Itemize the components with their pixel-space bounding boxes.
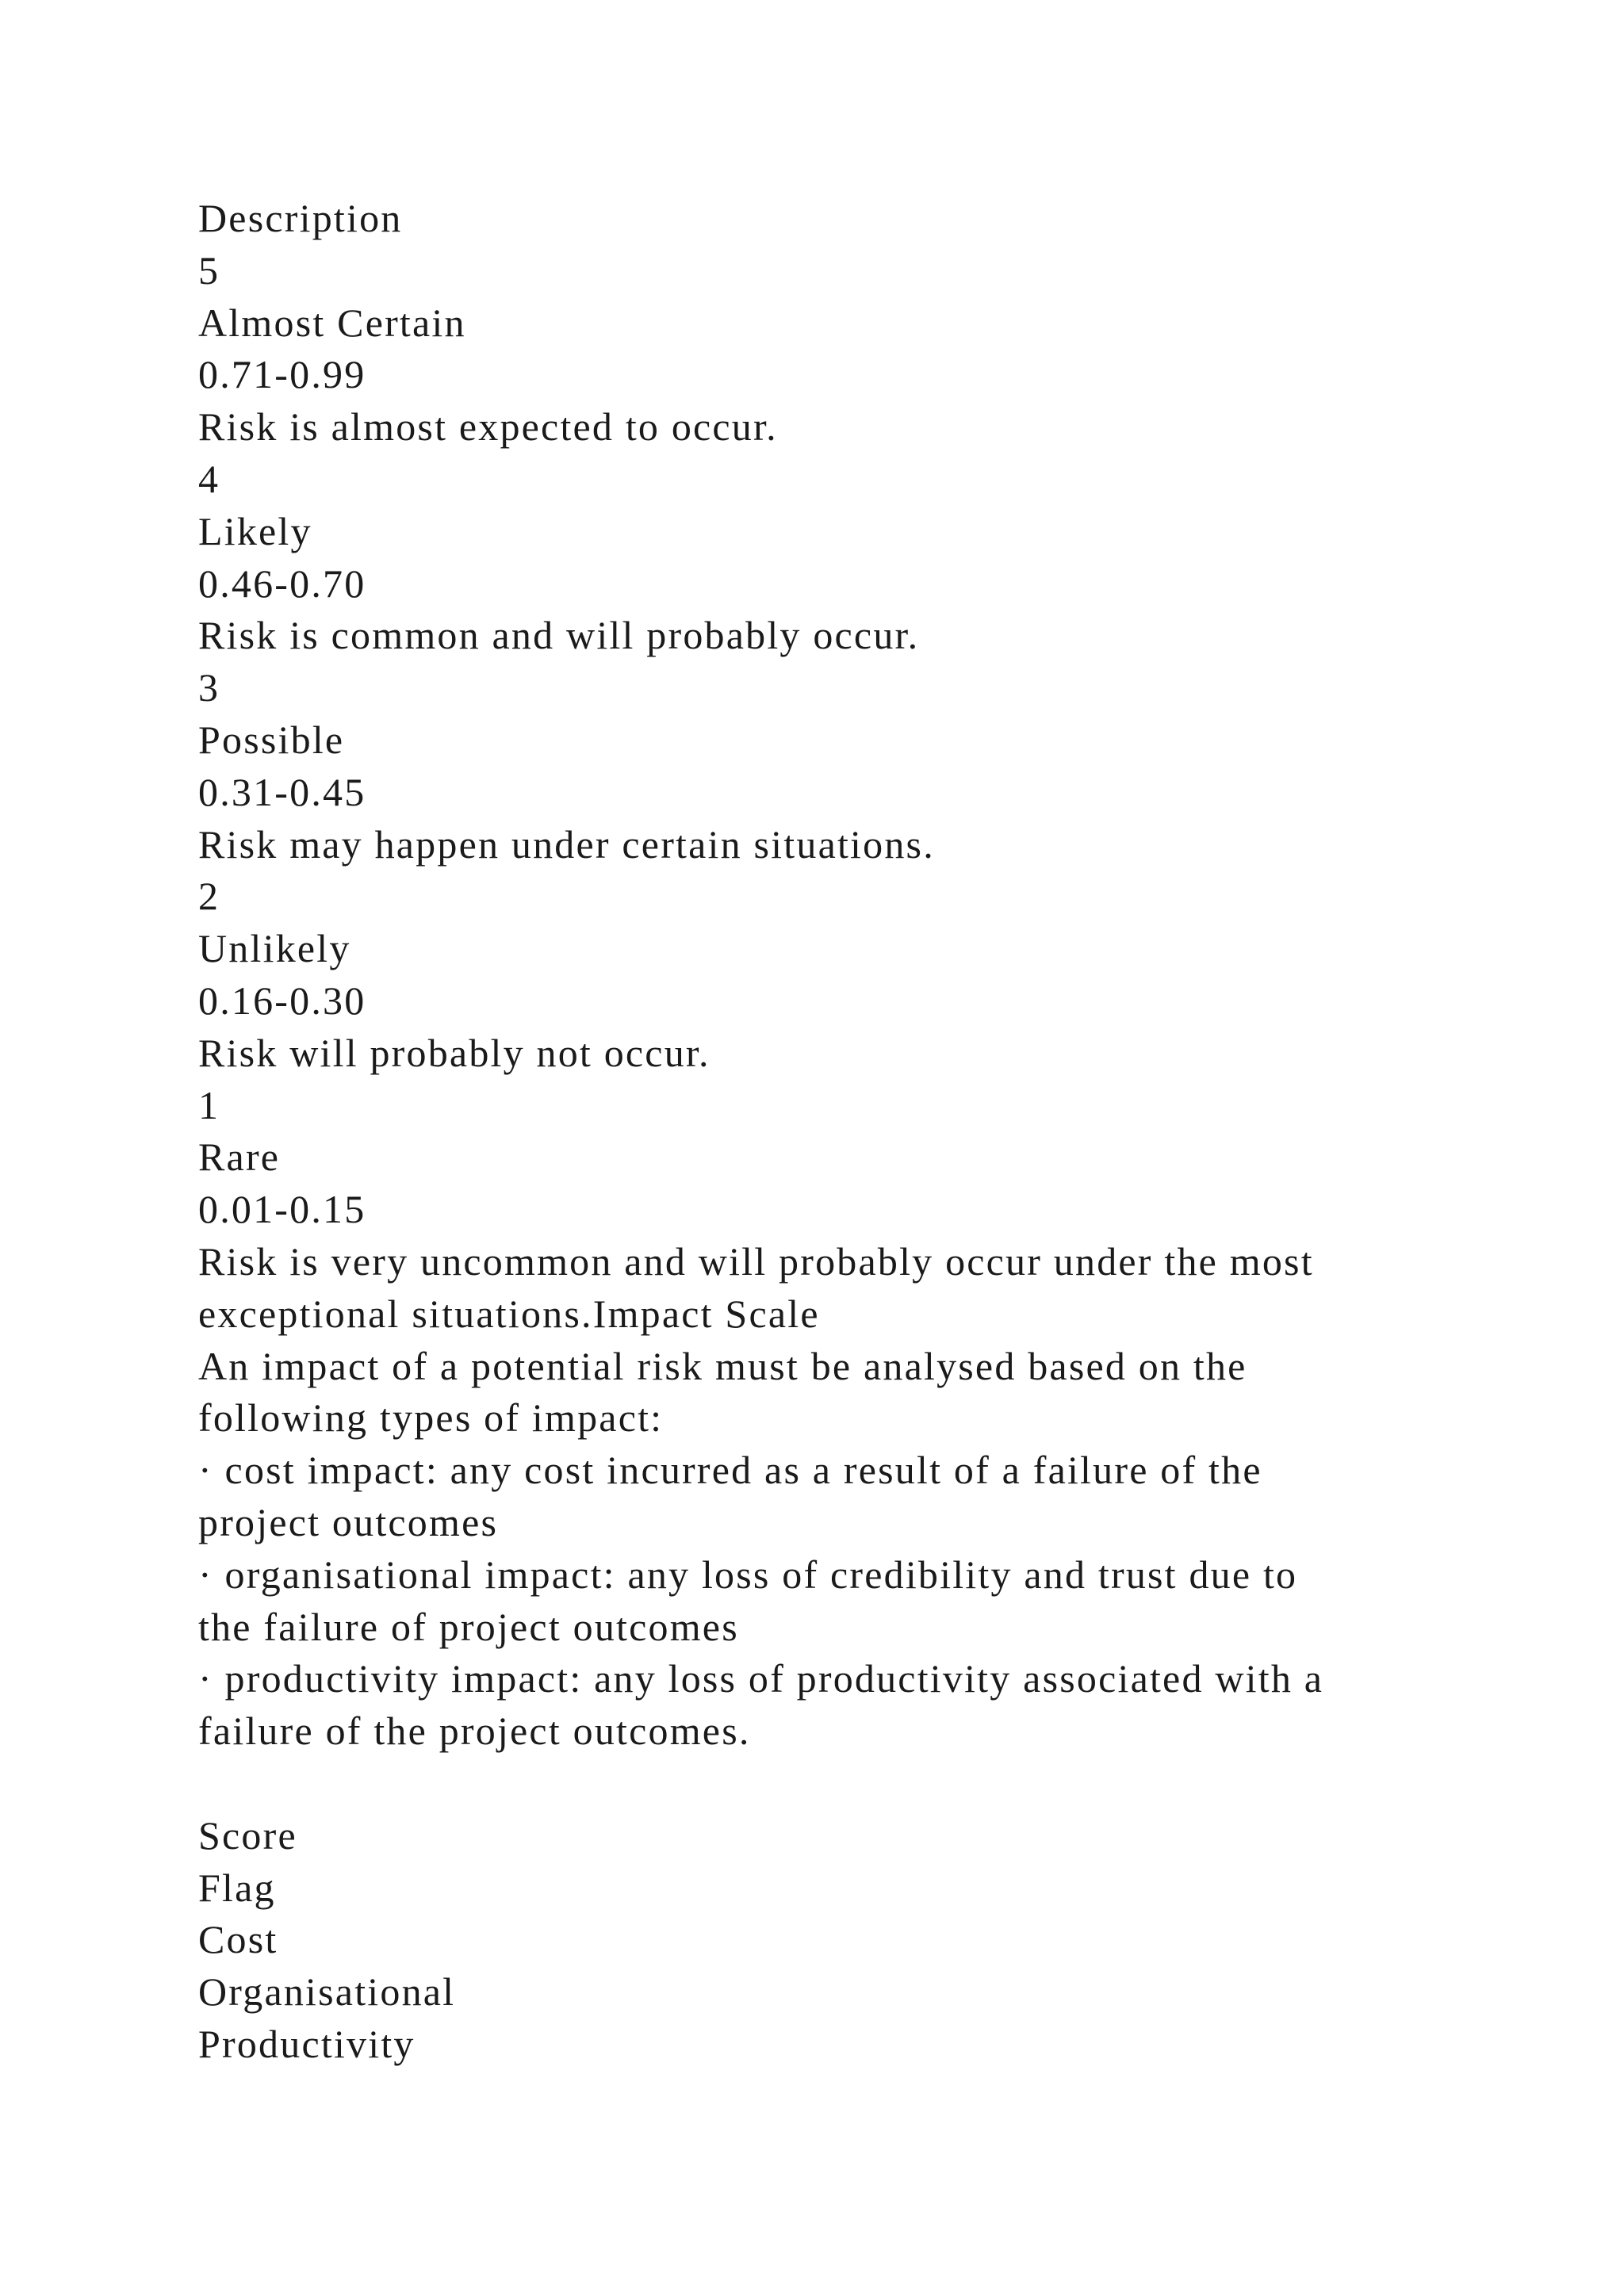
likelihood-label-5: Almost Certain — [198, 300, 466, 345]
likelihood-label-4: Likely — [198, 508, 312, 553]
impact-header-organisational: Organisational — [198, 1969, 456, 2015]
impact-type-organisational-line1: · organisational impact: any loss of credibility and trust due to — [198, 1552, 1298, 1597]
likelihood-description-1-line2: exceptional situations.Impact Scale — [198, 1291, 820, 1336]
likelihood-description-2: Risk will probably not occur. — [198, 1030, 710, 1075]
likelihood-description-3: Risk may happen under certain situations. — [198, 821, 935, 867]
impact-type-productivity-line2: failure of the project outcomes. — [198, 1709, 751, 1754]
paragraph-spacer — [198, 1758, 1435, 1810]
likelihood-header: Description — [198, 196, 403, 240]
likelihood-range-5: 0.71-0.99 — [198, 352, 366, 397]
likelihood-score-5: 5 — [198, 247, 220, 293]
impact-intro-line2: following types of impact: — [198, 1395, 664, 1441]
impact-intro-line1: An impact of a potential risk must be analysed based on the — [198, 1343, 1247, 1388]
likelihood-label-3: Possible — [198, 717, 345, 762]
impact-type-productivity-line1: · productivity impact: any loss of productivity associated with a — [198, 1656, 1324, 1701]
likelihood-score-1: 1 — [198, 1082, 220, 1127]
likelihood-description-1-line1: Risk is very uncommon and will probably occur under the most — [198, 1238, 1314, 1284]
likelihood-range-3: 0.31-0.45 — [198, 769, 366, 814]
likelihood-score-2: 2 — [198, 874, 220, 919]
likelihood-range-1: 0.01-0.15 — [198, 1187, 366, 1232]
impact-type-organisational-line2: the failure of project outcomes — [198, 1604, 739, 1649]
likelihood-label-1: Rare — [198, 1135, 281, 1180]
impact-header-flag: Flag — [198, 1865, 276, 1910]
document-page — [198, 193, 1435, 2071]
likelihood-score-4: 4 — [198, 456, 220, 501]
impact-header-productivity: Productivity — [198, 2021, 416, 2066]
impact-header-cost: Cost — [198, 1917, 278, 1962]
likelihood-description-4: Risk is common and will probably occur. — [198, 613, 920, 658]
impact-type-cost-line2: project outcomes — [198, 1499, 499, 1544]
impact-header-score: Score — [198, 1812, 297, 1858]
likelihood-range-2: 0.16-0.30 — [198, 978, 366, 1023]
likelihood-range-4: 0.46-0.70 — [198, 561, 366, 606]
likelihood-description-5: Risk is almost expected to occur. — [198, 404, 778, 450]
likelihood-label-2: Unlikely — [198, 926, 351, 971]
likelihood-score-3: 3 — [198, 665, 220, 710]
impact-type-cost-line1: · cost impact: any cost incurred as a result of a failure of the — [198, 1448, 1262, 1493]
